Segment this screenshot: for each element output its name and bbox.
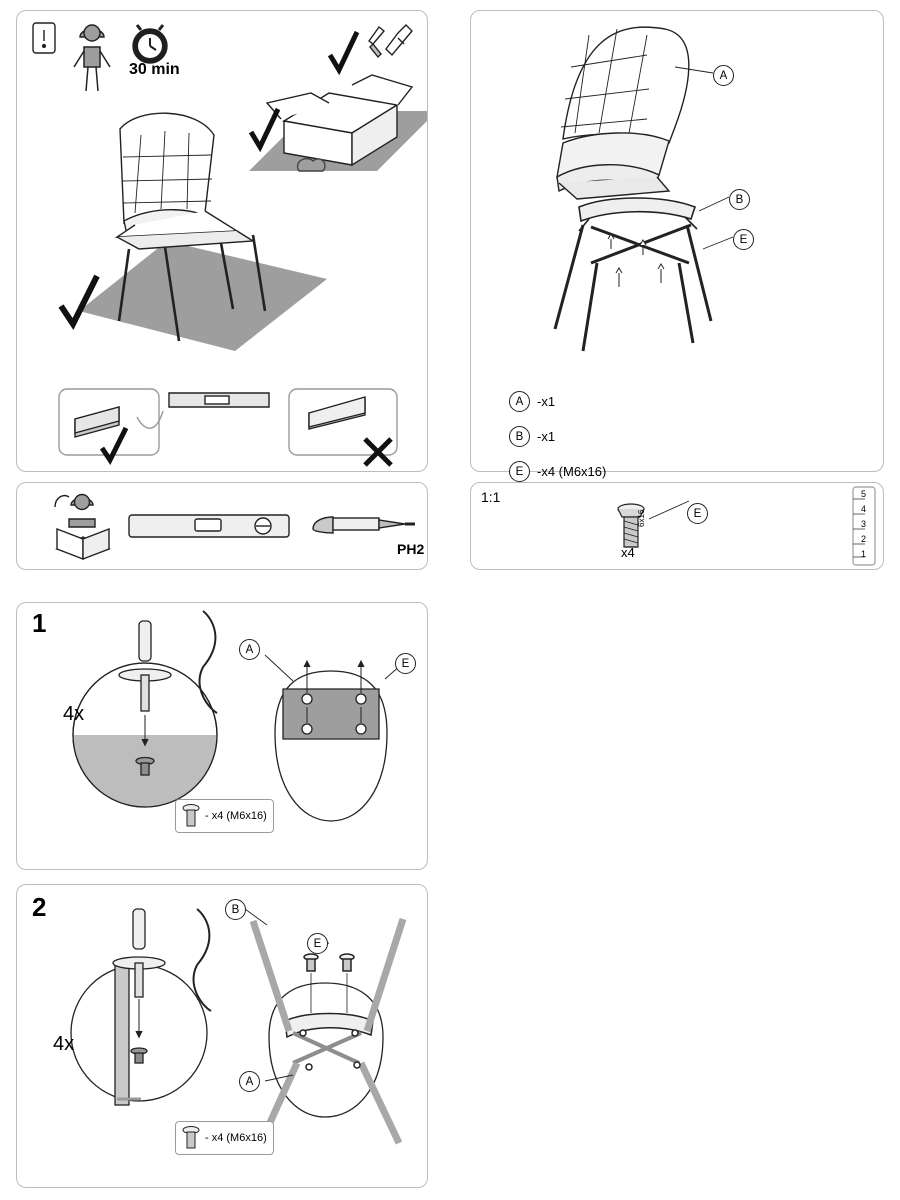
spirit-level-icon: [129, 515, 289, 537]
knife-and-cutter-icon: [369, 25, 412, 57]
clock-icon: [133, 25, 167, 63]
step-1-panel: [16, 602, 428, 870]
part-qty: -x1: [537, 394, 556, 409]
step2-hardware-callout: [175, 1121, 274, 1155]
tools-illustration: [17, 483, 427, 569]
parts-list-item: [509, 461, 606, 482]
ruler-tick-1: 1: [861, 549, 867, 559]
overview-illustration: [17, 11, 427, 471]
part-id: E: [509, 461, 530, 482]
step-2-number: 2: [32, 892, 47, 922]
screwdriver-icon: [313, 517, 415, 533]
check-mark: [330, 32, 357, 70]
screw-icon: [182, 803, 200, 829]
step-2-panel: [16, 884, 428, 1188]
screw-qty-label: x4: [621, 545, 635, 560]
part-label-a: A: [713, 65, 734, 86]
part-label-e: E: [733, 229, 754, 250]
parts-list: [509, 391, 606, 482]
step2-repeat-count: 4x: [53, 1033, 75, 1055]
ruler-tick-3: 3: [861, 519, 867, 529]
screw-icon: [182, 1125, 200, 1151]
tools-panel: [16, 482, 428, 570]
parts-list-item: [509, 391, 606, 412]
screwdriver-type-label: PH2: [397, 541, 425, 557]
part-qty: -x1: [537, 429, 556, 444]
read-manual-icon: [55, 495, 109, 560]
step1-repeat-count: 4x: [63, 703, 85, 725]
scale-part-label-e: E: [687, 503, 708, 524]
parts-panel: [470, 10, 884, 479]
scale-screw-illustration: [471, 483, 883, 569]
step2-hardware-label: - x4 (M6x16): [205, 1132, 267, 1144]
scale-panel: [470, 482, 884, 570]
step2-label-b: B: [225, 899, 246, 920]
overview-panel: [16, 10, 428, 472]
part-id: B: [509, 426, 530, 447]
part-id: A: [509, 391, 530, 412]
scale-ratio-label: 1:1: [481, 489, 501, 505]
step1-hardware-label: - x4 (M6x16): [205, 810, 267, 822]
part-label-b: B: [729, 189, 750, 210]
step1-hardware-callout: [175, 799, 274, 833]
check-mark: [61, 276, 97, 324]
assembly-time-label: 30 min: [129, 61, 180, 78]
ruler-tick-2: 2: [861, 534, 867, 544]
part-qty: -x4 (M6x16): [537, 464, 607, 479]
exploded-view-illustration: [471, 11, 883, 381]
check-mark: [251, 109, 278, 147]
parts-list-item: [509, 426, 606, 447]
ruler-tick-5: 5: [861, 489, 867, 499]
ruler-tick-4: 4: [861, 504, 867, 514]
step1-label-a: A: [239, 639, 260, 660]
step-1-number: 1: [32, 608, 47, 638]
step2-label-a: A: [239, 1071, 260, 1092]
screw-size-label: 6x16: [637, 509, 646, 527]
step2-label-e: E: [307, 933, 328, 954]
step1-label-e: E: [395, 653, 416, 674]
person-icon: [74, 25, 110, 91]
cross-mark: [365, 439, 391, 465]
